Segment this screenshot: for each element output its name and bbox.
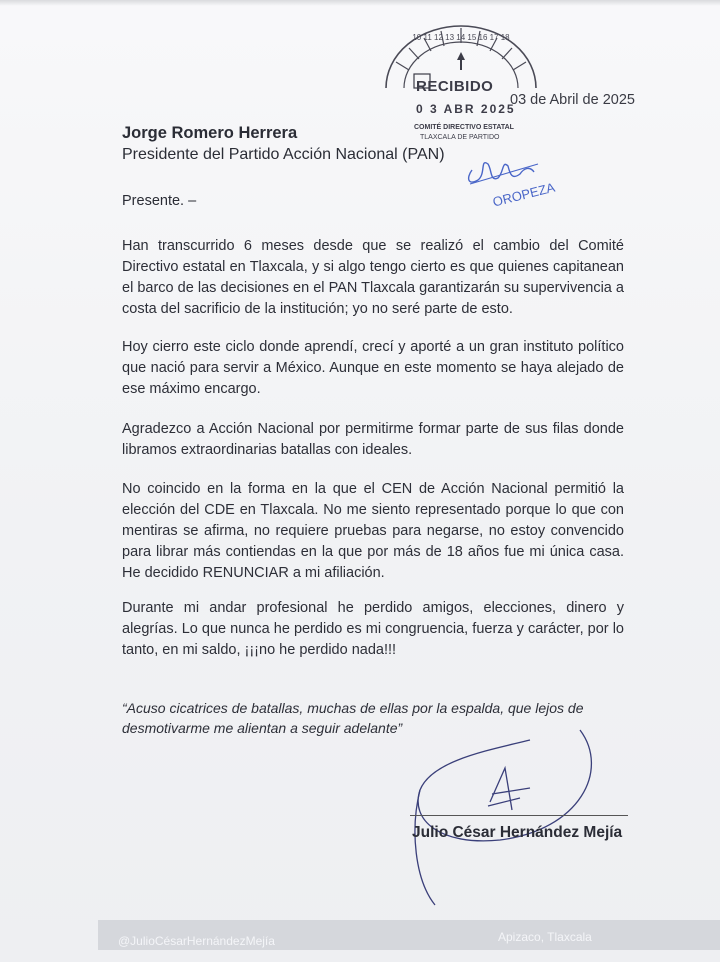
arrow-up-icon <box>457 52 465 70</box>
footer-handle: @JulioCésarHernándezMejía <box>118 934 275 948</box>
stamp-office-line1: COMITÉ DIRECTIVO ESTATAL <box>414 124 514 131</box>
recipient-name: Jorge Romero Herrera <box>122 124 298 142</box>
handwritten-receipt-signature <box>460 140 570 210</box>
stamp-office-line2: TLAXCALA DE PARTIDO <box>420 134 500 141</box>
paragraph-3: Agradezco a Acción Nacional por permitirme formar parte de sus filas donde libramos extraordinarias batallas con ideales. <box>122 421 624 458</box>
signature-line <box>410 815 628 816</box>
paragraph-1: Han transcurrido 6 meses desde que se realizó el cambio del Comité Directivo estatal en Tlaxcala, y si algo tengo cierto es que quienes capitanean el barco de las decisiones en el PAN Tlaxcala garantizarán su supervivencia a costa del sacrificio de la institución; yo no seré parte de esto. <box>122 238 624 317</box>
handwritten-note: OROPEZA <box>491 179 557 210</box>
recipient-title: Presidente del Partido Acción Nacional (PAN) <box>122 146 445 163</box>
greeting: Presente. – <box>122 193 197 209</box>
stamp-title: RECIBIDO <box>416 78 494 95</box>
page-top-shadow <box>0 0 720 6</box>
paragraph-5: Durante mi andar profesional he perdido amigos, elecciones, dinero y alegrías. Lo que nunca he perdido es mi congruencia, fuerza y carácter, por lo tanto, en mi saldo, ¡¡¡no he perdido nada!!! <box>122 600 624 658</box>
footer-location: Apizaco, Tlaxcala <box>498 930 592 944</box>
letter-date: 03 de Abril de 2025 <box>510 92 635 108</box>
paragraph-4: No coincido en la forma en la que el CEN de Acción Nacional permitió la elección del CDE en Tlaxcala. No me siento representado porque lo que con mentiras se afirma, no requiere pruebas para negarse, no estoy convencido para librar más contiendas en la que por más de 18 años fue mi única casa. He decidido RENUNCIAR a mi afiliación. <box>122 481 624 581</box>
stamp-ring-numbers: 10 11 12 13 14 15 16 17 18 <box>412 33 510 42</box>
signer-name: Julio César Hernández Mejía <box>412 824 623 841</box>
stamp-date: 0 3 ABR 2025 <box>416 102 516 116</box>
closing-quote: “Acuso cicatrices de batallas, muchas de ellas por la espalda, que lejos de desmotivarme me alientan a seguir adelante” <box>122 700 584 736</box>
paragraph-2: Hoy cierro este ciclo donde aprendí, crecí y aporté a un gran instituto político que nació para servir a México. Aunque en este momento se haya alejado de ese máximo encargo. <box>122 339 624 397</box>
handwritten-signature <box>380 710 623 910</box>
received-stamp <box>376 18 546 158</box>
